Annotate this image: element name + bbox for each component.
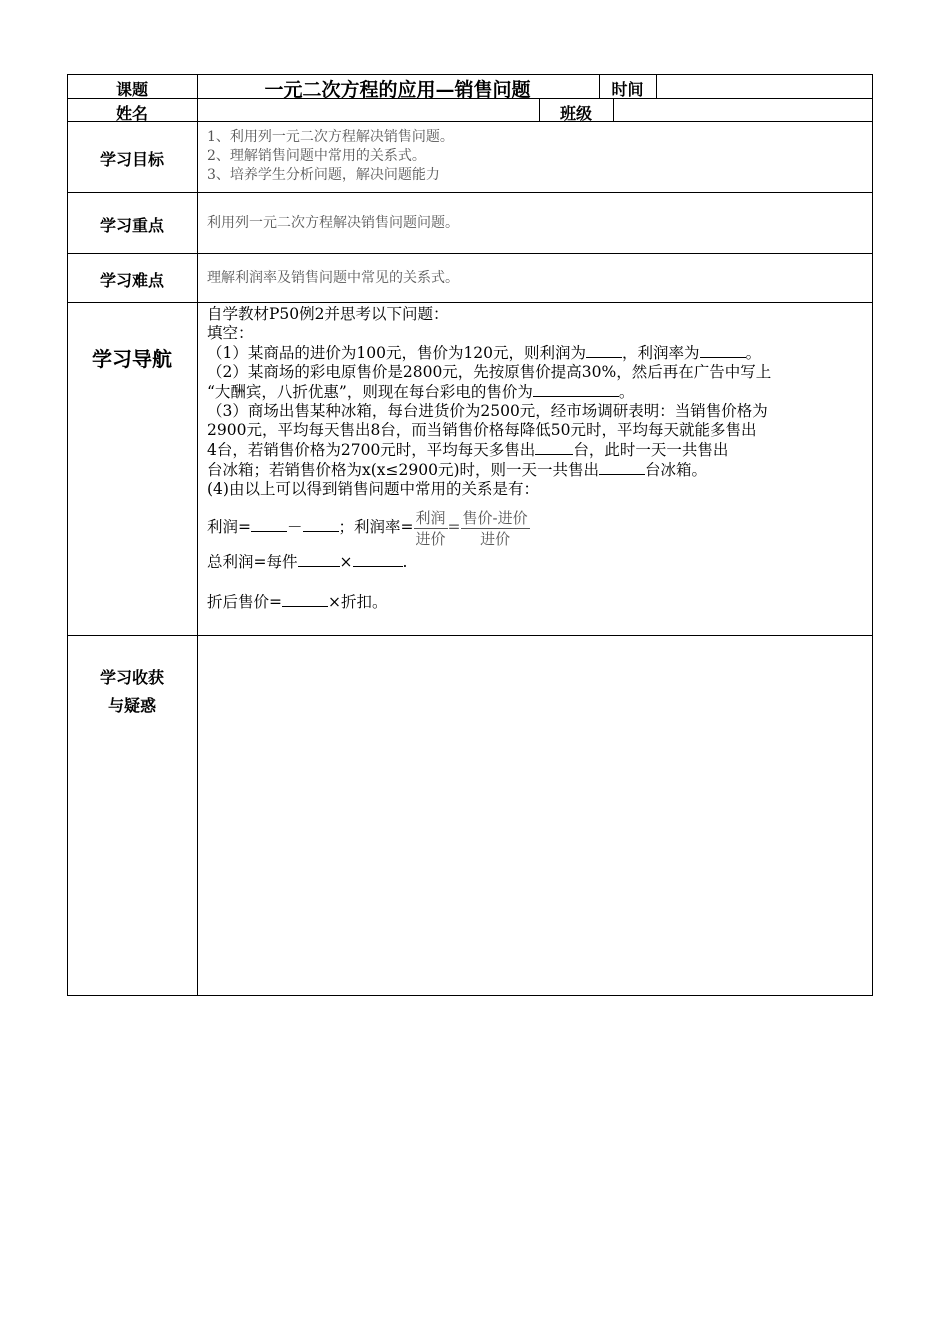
class-label: 班级 bbox=[559, 104, 592, 123]
question-4: (4)由以上可以得到销售问题中常用的关系是有： bbox=[207, 480, 539, 498]
answer-blank-profit-term-2[interactable] bbox=[303, 517, 339, 532]
question-3-line-1: （3）商场出售某种冰箱，每台进货价为2500元，经市场调研表明：当销售价格为 bbox=[207, 402, 768, 420]
answer-blank-total-sold[interactable] bbox=[599, 460, 645, 475]
name-label: 姓名 bbox=[115, 104, 148, 123]
question-3-line-2: 2900元，平均每天售出8台，而当销售价格每降低50元时，平均每天就能多售出 bbox=[207, 421, 757, 439]
fraction-margin-over-cost: $\frac{\text{售价-进价}}{\text{进价}}$ bbox=[462, 508, 528, 548]
goal-item-1: 1、利用列一元二次方程解决销售问题。 bbox=[207, 129, 454, 145]
harvest-label-line-2: 与疑惑 bbox=[107, 696, 156, 715]
focus-label: 学习重点 bbox=[99, 216, 164, 235]
answer-blank-tv-price[interactable] bbox=[533, 382, 619, 397]
name-value-cell[interactable] bbox=[198, 99, 538, 120]
row-divider-focus bbox=[67, 253, 873, 254]
answer-blank-profit-term-1[interactable] bbox=[251, 517, 287, 532]
harvest-notes-area[interactable] bbox=[198, 636, 872, 995]
topic-label: 课题 bbox=[115, 80, 148, 99]
goal-item-2: 2、理解销售问题中常用的关系式。 bbox=[207, 148, 426, 164]
nav-fill-prompt: 填空： bbox=[207, 324, 254, 342]
answer-blank-profit-rate[interactable] bbox=[700, 343, 746, 358]
answer-blank-profit[interactable] bbox=[586, 343, 622, 358]
goal-item-3: 3、培养学生分析问题，解决问题能力 bbox=[207, 167, 440, 183]
question-3-line-3: 4台，若销售价格为2700元时，平均每天多售出 台，此时一天一共售出 bbox=[207, 441, 729, 459]
harvest-label-line-1: 学习收获 bbox=[99, 668, 164, 687]
question-2-line-1: （2）某商场的彩电原售价是2800元，先按原售价提高30%，然后再在广告中写上 bbox=[207, 363, 772, 381]
difficulty-label: 学习难点 bbox=[99, 271, 164, 290]
formula-total-profit: 总利润=每件 × . bbox=[207, 553, 408, 571]
formula-discount-price: 折后售价= ×折扣。 bbox=[207, 593, 388, 611]
topic-title: 一元二次方程的应用—销售问题 bbox=[264, 79, 531, 101]
answer-blank-quantity[interactable] bbox=[353, 552, 403, 567]
question-3-line-4: 台冰箱；若销售价格为x(x≤2900元)时，则一天一共售出 台冰箱。 bbox=[207, 461, 708, 479]
goals-label: 学习目标 bbox=[99, 150, 164, 169]
question-2-line-2: “大酬宾，八折优惠”，则现在每台彩电的售价为 。 bbox=[207, 383, 635, 401]
answer-blank-extra-sold[interactable] bbox=[535, 440, 573, 455]
navigation-content bbox=[207, 305, 869, 613]
formula-profit: 利润= － ；利润率= $\frac{\text{利润}}{\text{进价}}$ = $\frac{\text{售价-进价}}{\text{进价}}$ bbox=[207, 508, 528, 548]
row-divider-goals bbox=[67, 192, 873, 193]
time-label: 时间 bbox=[611, 80, 644, 99]
navigation-label: 学习导航 bbox=[92, 347, 172, 371]
time-value-cell[interactable] bbox=[657, 75, 872, 97]
row-divider-difficulty bbox=[67, 302, 873, 303]
fraction-profit-over-cost: $\frac{\text{利润}}{\text{进价}}$ bbox=[415, 508, 446, 548]
nav-intro: 自学教材P50例2并思考以下问题： bbox=[207, 305, 449, 323]
question-1: （1）某商品的进价为100元，售价为120元，则利润为 ，利润率为 。 bbox=[207, 344, 762, 362]
focus-text: 利用列一元二次方程解决销售问题问题。 bbox=[207, 215, 459, 231]
difficulty-text: 理解利润率及销售问题中常见的关系式。 bbox=[207, 270, 459, 286]
answer-blank-unit-profit[interactable] bbox=[298, 552, 340, 567]
class-value-cell[interactable] bbox=[614, 99, 872, 120]
answer-blank-original-price[interactable] bbox=[282, 592, 328, 607]
